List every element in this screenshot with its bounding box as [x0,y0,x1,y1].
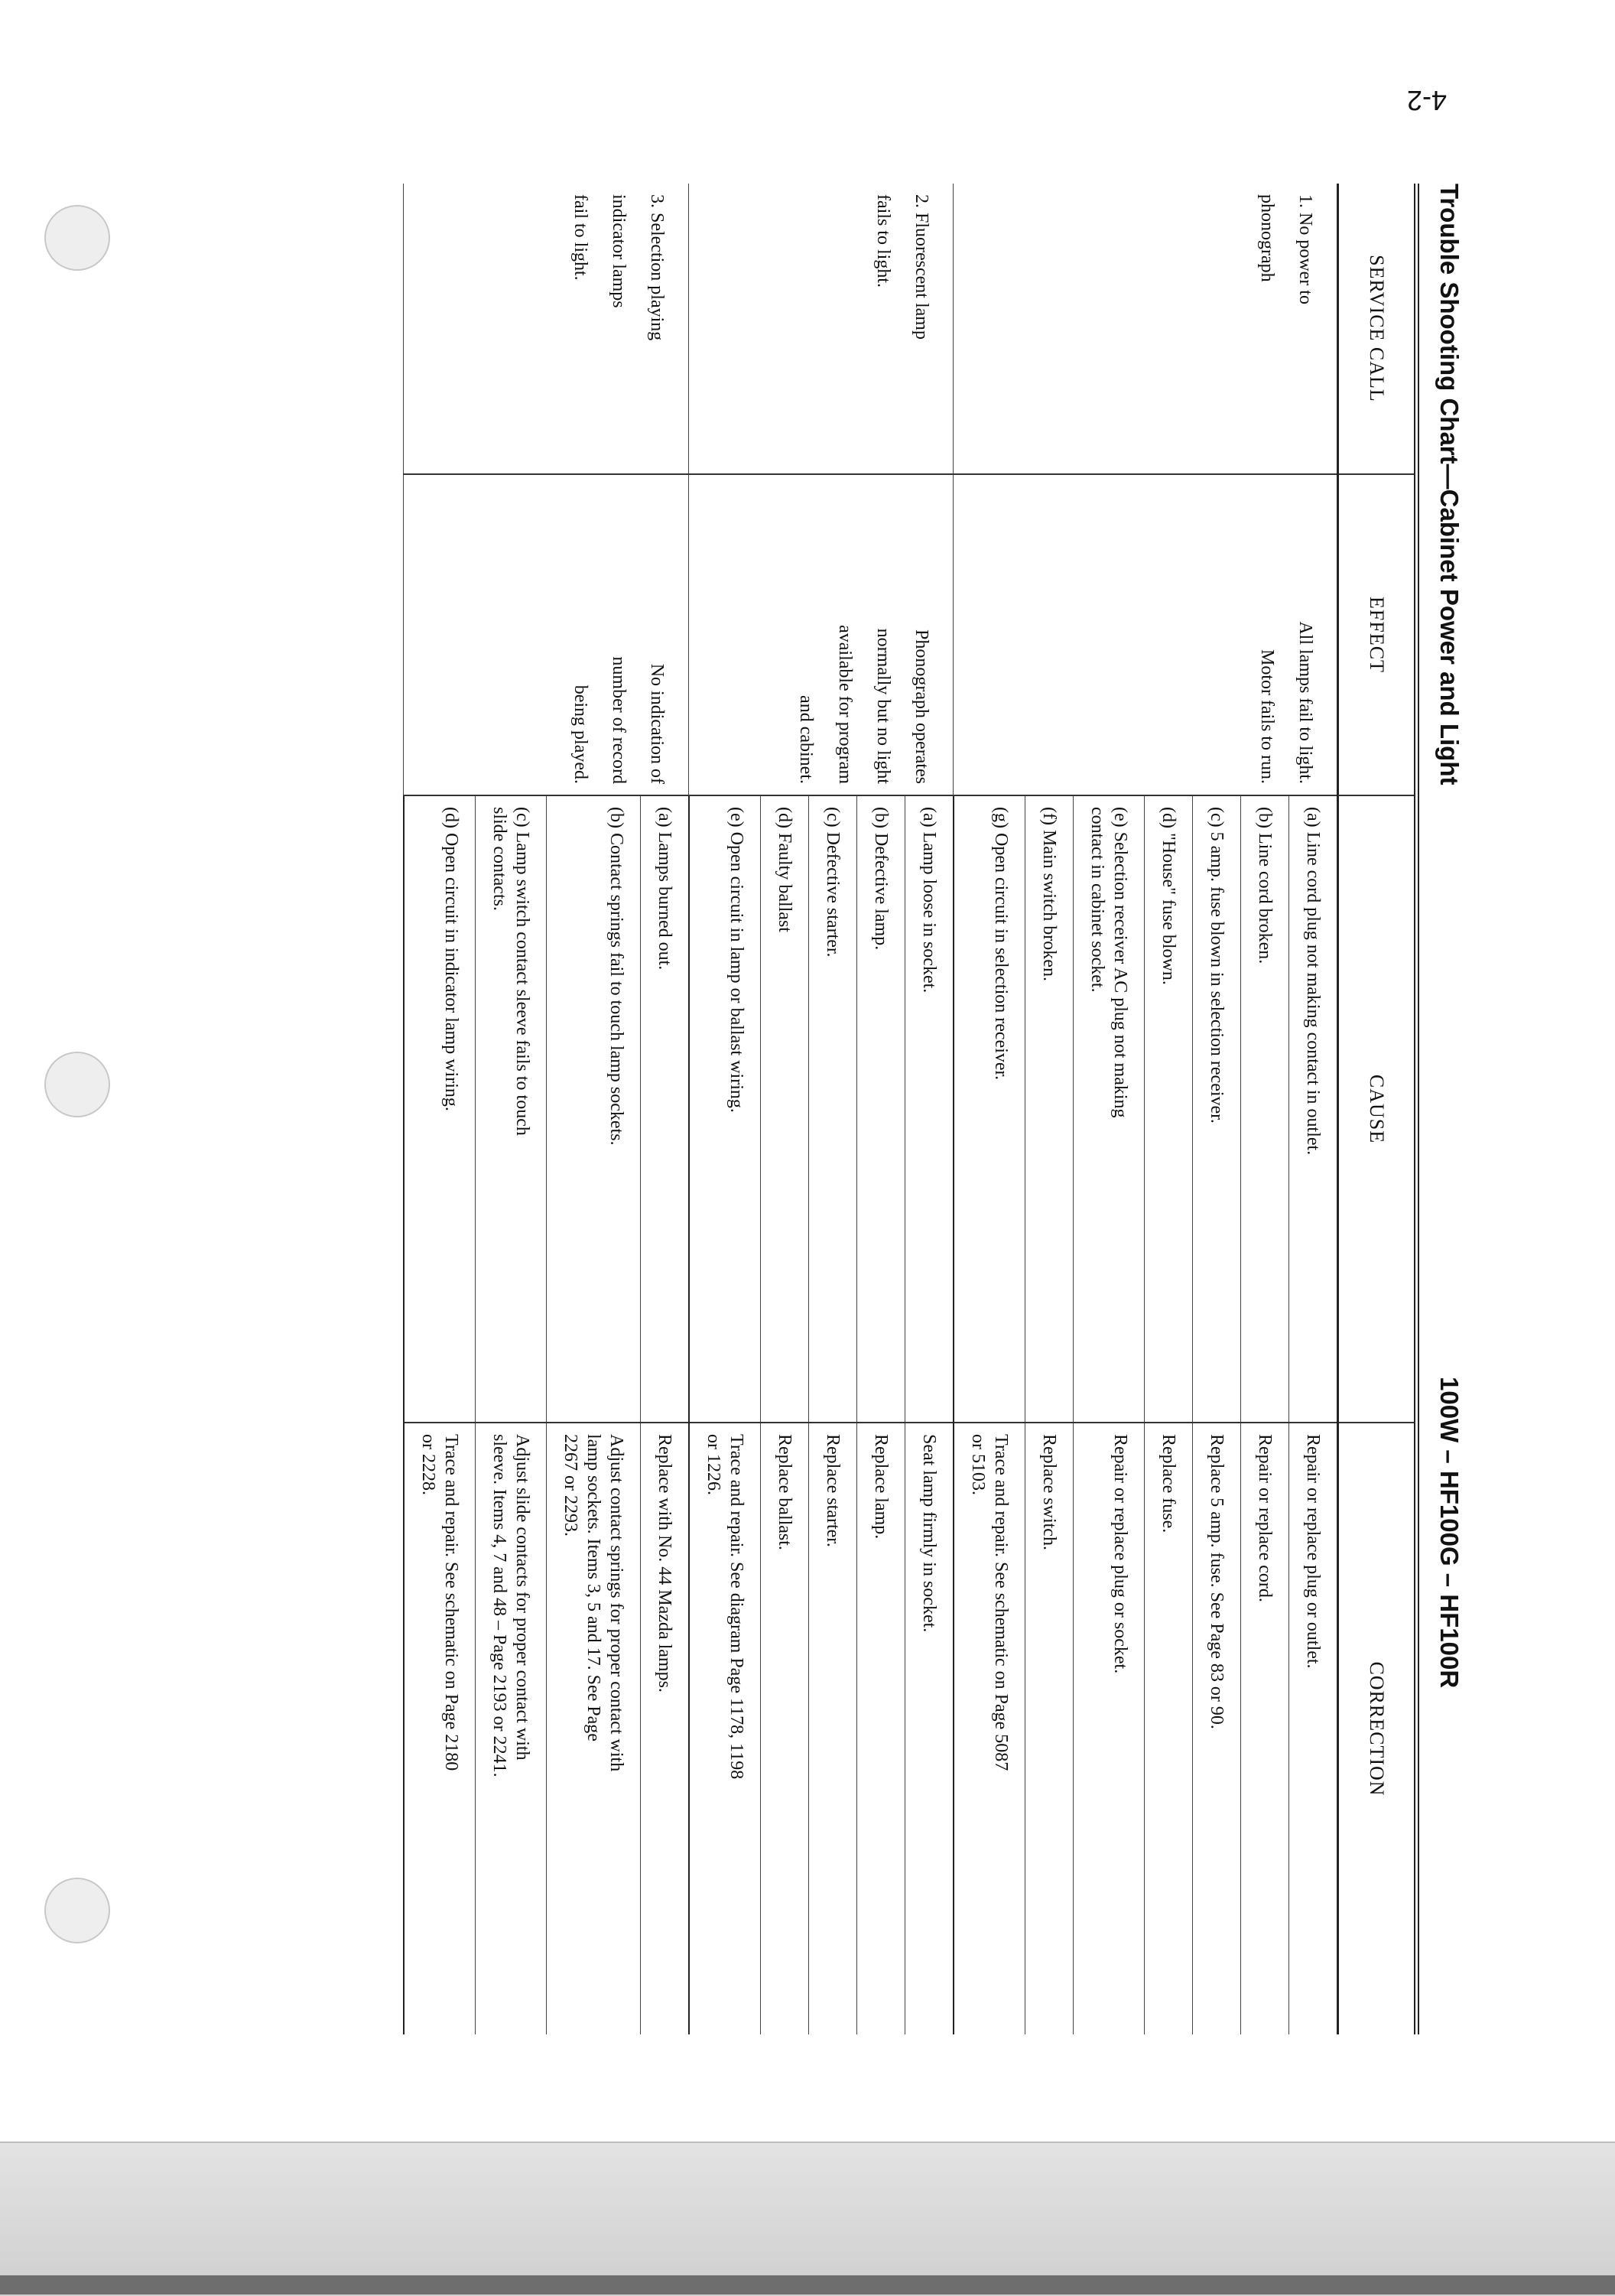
correction-cell: Adjust contact springs for proper contact with lamp sockets. Items 3, 5 and 17. See Page 2267 or 2293. [547,1423,641,2034]
cause-cell: (a) Lamp loose in socket. [905,795,954,1423]
effect-text: All lamps fail to light. Motor fails to run. [1256,621,1315,784]
column-header-correction: CORRECTION [1338,1423,1417,2034]
page-number: 4-2 [1407,85,1448,116]
effect-text: No indication of number of record being played. [570,656,668,784]
cause-cell: (d) Faulty ballast [761,795,809,1423]
cause-cell: (a) Line cord plug not making contact in outlet. [1289,795,1338,1423]
cause-cell: (b) Contact springs fail to touch lamp sockets. [547,795,641,1423]
page-bottom-edge [0,2142,1615,2296]
correction-cell: Repair or replace cord. [1241,1423,1289,2034]
cause-cell: (a) Lamps burned out. [641,795,690,1423]
cause-cell: (c) 5 amp. fuse blown in selection receiver. [1193,795,1241,1423]
column-header-effect: EFFECT [1338,474,1417,795]
binder-hole-bottom [44,1878,110,1943]
correction-cell: Replace fuse. [1145,1423,1193,2034]
binder-hole-top [44,205,110,271]
chart-header [1427,184,1468,2034]
cause-cell: (c) Lamp switch contact sleeve fails to touch slide contacts. [476,795,547,1423]
table-row [641,184,690,2034]
cause-cell: (b) Defective lamp. [857,795,905,1423]
effect-cell [689,474,954,795]
cause-cell: (f) Main switch broken. [1025,795,1074,1423]
correction-cell: Replace lamp. [857,1423,905,2034]
table-header-row [1338,184,1417,2034]
service-call-text: 3. Selection playing indicator lamps fail to light. [570,194,668,341]
table-row [905,184,954,2034]
column-header-cause: CAUSE [1338,795,1417,1423]
correction-cell: Replace switch. [1025,1423,1074,2034]
correction-cell: Seat lamp firmly in socket. [905,1423,954,2034]
cause-cell: (c) Defective starter. [809,795,857,1423]
correction-cell: Trace and repair. See diagram Page 1178, 1198 or 1226. [689,1423,761,2034]
service-call-cell [404,184,689,474]
cause-cell: (e) Selection receiver AC plug not making contact in cabinet socket. [1074,795,1145,1423]
correction-cell: Replace with No. 44 Mazda lamps. [641,1423,690,2034]
model-numbers: 100W – HF100G – HF100R [1435,1377,1464,1689]
correction-cell: Replace starter. [809,1423,857,2034]
service-call-cell [954,184,1338,474]
service-call-text: 1. No power to phonograph [1256,194,1315,304]
cause-cell: (d) Open circuit in indicator lamp wiring. [404,795,476,1423]
binder-hole-middle [44,1052,110,1117]
correction-cell: Replace ballast. [761,1423,809,2034]
effect-text: Phonograph operates normally but no light available for program and cabinet. [796,625,932,784]
correction-cell: Trace and repair. See schematic on Page 5087 or 5103. [954,1423,1025,2034]
service-call-cell [689,184,954,474]
cause-cell: (d) "House" fuse blown. [1145,795,1193,1423]
cause-cell: (g) Open circuit in selection receiver. [954,795,1025,1423]
cause-cell: (b) Line cord broken. [1241,795,1289,1423]
scanner-bottom-strip [0,2275,1615,2294]
rotated-page-content [268,184,1468,2034]
table-row [1289,184,1338,2034]
correction-cell: Repair or replace plug or socket. [1074,1423,1145,2034]
cause-cell: (e) Open circuit in lamp or ballast wiring. [689,795,761,1423]
trouble-shooting-table [403,184,1419,2034]
correction-cell: Repair or replace plug or outlet. [1289,1423,1338,2034]
chart-title: Trouble Shooting Chart—Cabinet Power and Light [1435,184,1464,785]
correction-cell: Adjust slide contacts for proper contact with sleeve. Items 4, 7 and 48 – Page 2193 or 2241. [476,1423,547,2034]
effect-cell [404,474,689,795]
correction-cell: Replace 5 amp. fuse. See Page 83 or 90. [1193,1423,1241,2034]
effect-cell [954,474,1338,795]
service-call-text: 2. Fluorescent lamp fails to light. [873,194,932,340]
column-header-service-call: SERVICE CALL [1338,184,1417,474]
table-body [404,184,1338,2034]
correction-cell: Trace and repair. See schematic on Page 2180 or 2228. [404,1423,476,2034]
